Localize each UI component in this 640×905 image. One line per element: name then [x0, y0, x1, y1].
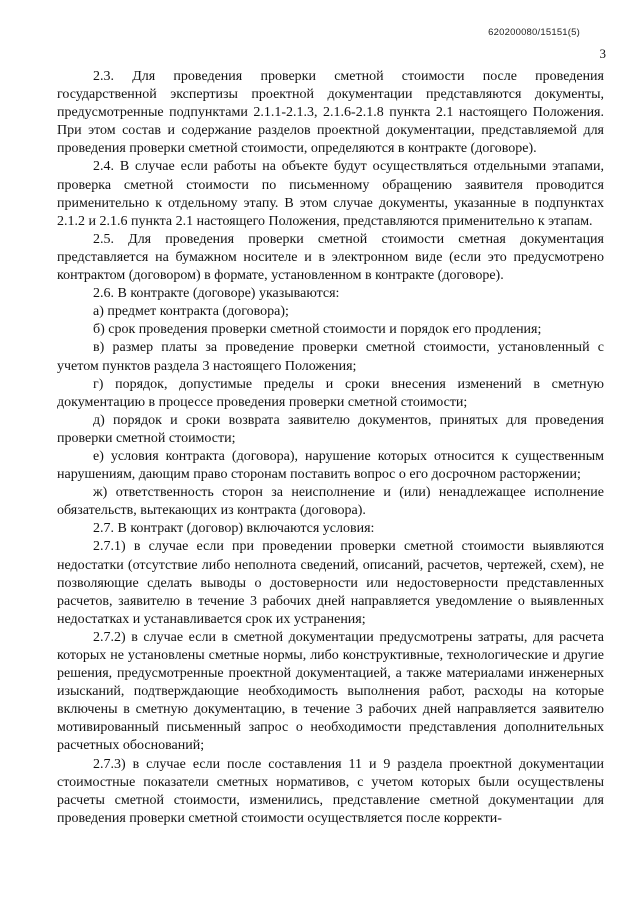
document-code: 620200080/15151(5) — [488, 27, 580, 38]
list-item-d: д) порядок и сроки возврата заявителю документов, принятых для проведения проверки сметной стоимости; — [57, 412, 604, 446]
paragraph-2-7: 2.7. В контракт (договор) включаются условия: — [93, 521, 375, 537]
page-number: 3 — [599, 46, 606, 61]
paragraph-2-6: 2.6. В контракте (договоре) указываются: — [93, 286, 340, 302]
document-body — [57, 68, 604, 828]
paragraph-2-3: 2.3. Для проведения проверки сметной стоимости после проведения государственной экспертизы проектной документации представляются документы, предусмотренные подпунктами 2.1.1-2.1.3, 2.1.6-2.1.8 пункта 2.1 настоящего Положения. При этом состав и содержание разделов проектной документации, представляемой для проведения проверки сметной стоимости, определяются в контракте (договоре). — [57, 69, 604, 157]
paragraph-2-4: 2.4. В случае если работы на объекте будут осуществляться отдельными этапами, проверка сметной стоимости по письменному обращению заявителя проводится применительно к отдельному этапу. В этом случае документы, указанные в подпунктах 2.1.2 и 2.1.6 пункта 2.1 настоящего Положения, представляются применительно к этапам. — [57, 159, 604, 229]
paragraph-2-7-1: 2.7.1) в случае если при проведении проверки сметной стоимости выявляются недостатки (отсутствие либо неполнота сведений, описаний, расчетов, чертежей, схем), не позволяющие сделать выводы о достоверности или недостоверности представленных расчетов, заявителю в течение 3 рабочих дней направляется уведомление о выявленных недостатках и устанавливается срок их устранения; — [57, 539, 604, 627]
paragraph-2-5: 2.5. Для проведения проверки сметной стоимости сметная документация представляется на бумажном носителе и в электронном виде (если это предусмотрено контрактом (договором) в формате, установленном в контракте (договоре). — [57, 231, 604, 284]
list-item-e: е) условия контракта (договора), нарушение которых относится к существенным нарушениям, дающим право сторонам поставить вопрос о его досрочном расторжении; — [57, 448, 604, 483]
list-item-zh: ж) ответственность сторон за неисполнение и (или) ненадлежащее исполнение обязательств, вытекающих из контракта (договора). — [57, 485, 604, 519]
list-item-b: б) срок проведения проверки сметной стоимости и порядок его продления; — [93, 322, 542, 338]
paragraph-2-7-2: 2.7.2) в случае если в сметной документации предусмотрены затраты, для расчета которых не установлены сметные нормы, либо конструктивные, технологические и другие решения, предусмотренные проектной документацией, а также материалами инженерных изысканий, подтверждающие необходимость выполнения работ, расходы на которые включены в сметную документацию, в течение 3 рабочих дней направляется заявителю мотивированный письменный запрос о необходимости представления дополнительных расчетных обоснований; — [57, 629, 604, 754]
list-item-g: г) порядок, допустимые пределы и сроки внесения изменений в сметную документацию в процессе проведения проверки сметной стоимости; — [57, 376, 604, 410]
list-item-v: в) размер платы за проведение проверки сметной стоимости, установленный с учетом пунктов раздела 3 настоящего Положения; — [57, 340, 604, 374]
list-item-a: а) предмет контракта (договора); — [93, 304, 289, 320]
paragraph-2-7-3: 2.7.3) в случае если после составления 11 и 9 раздела проектной документации стоимостные показатели сметных нормативов, с учетом которых были осуществлены расчеты сметной стоимости, изменились, представление сметной документации для проведения проверки сметной стоимости осуществляется после корректи- — [57, 756, 604, 826]
